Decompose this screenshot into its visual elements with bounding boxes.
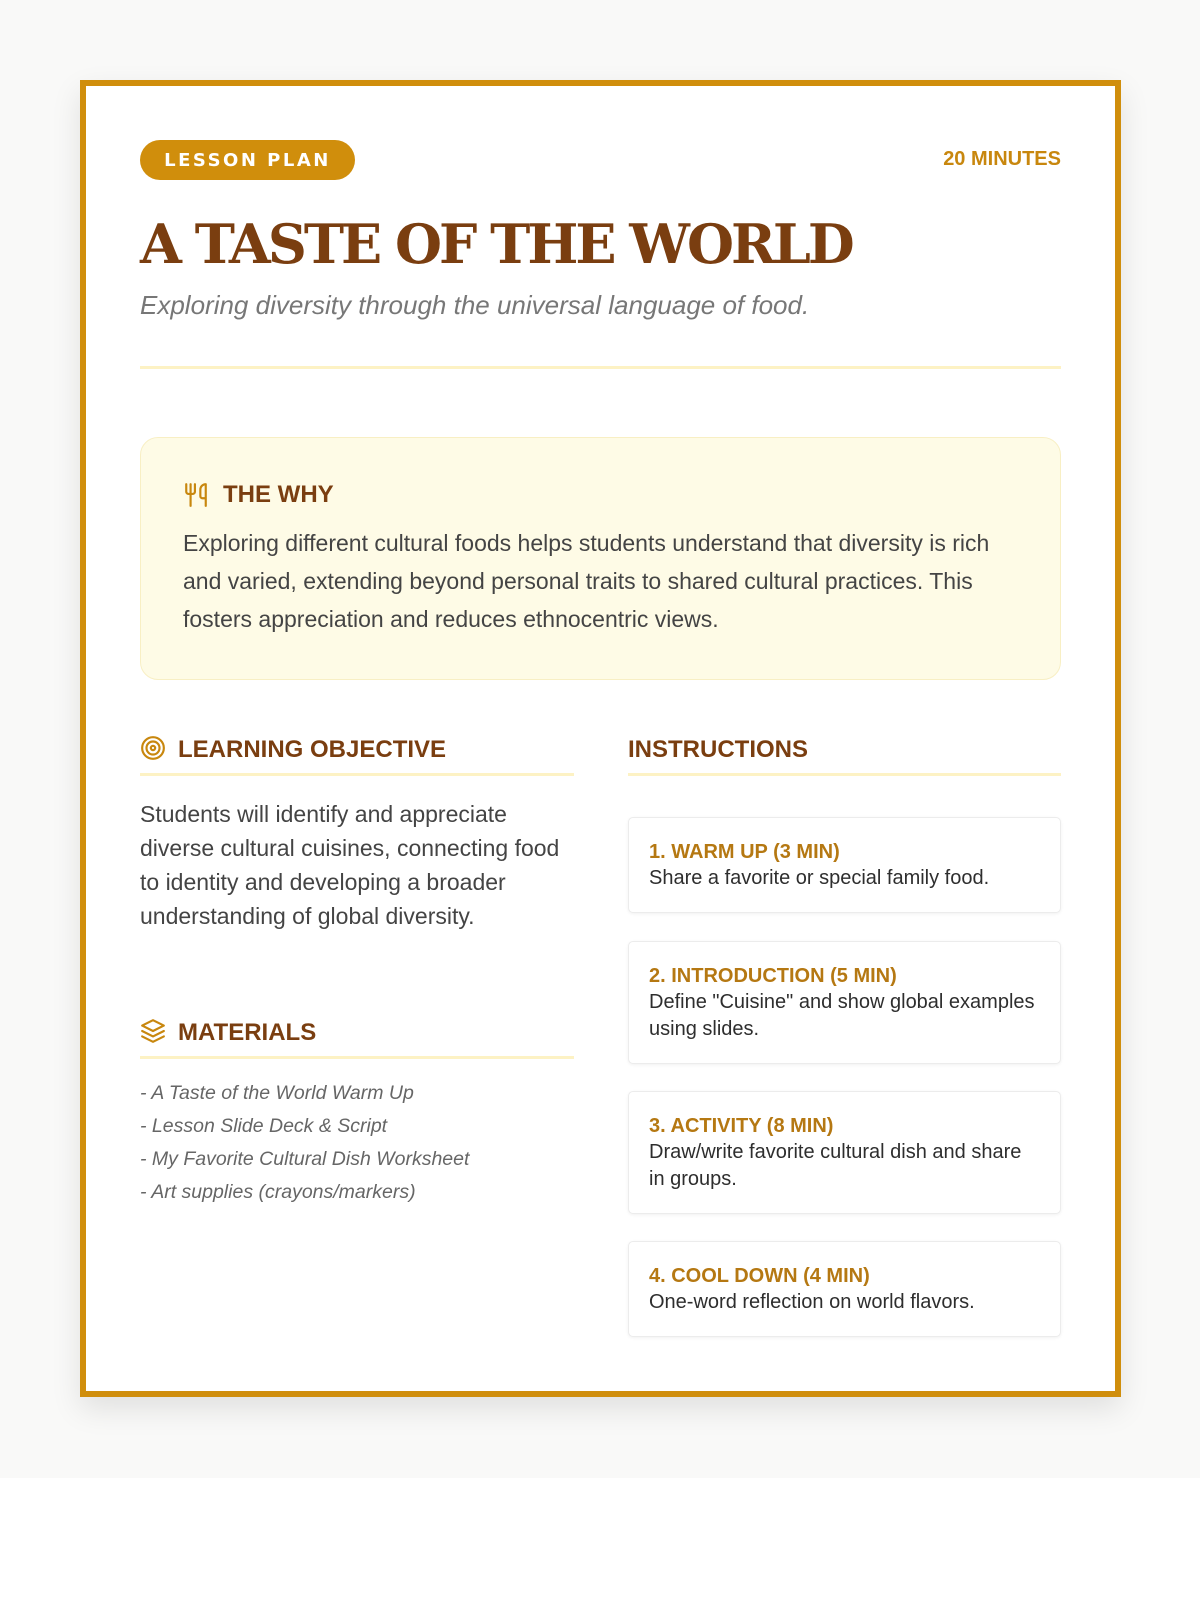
materials-heading: MATERIALS: [178, 1019, 317, 1046]
instructions-rule: [628, 773, 1061, 776]
step-description: Share a favorite or special family food.: [649, 866, 990, 889]
instruction-step-introduction: [628, 941, 1061, 1064]
header-divider: [140, 366, 1061, 369]
layers-icon: [140, 1018, 166, 1049]
instruction-step-activity: [628, 1091, 1061, 1214]
step-title: 3. ACTIVITY (8 MIN): [649, 1114, 834, 1137]
step-description: Draw/write favorite cultural dish and share in groups.: [649, 1140, 1022, 1190]
why-text: Exploring different cultural foods helps students understand that diversity is rich and varied, extending beyond personal traits to shared cultural practices. This fosters appreciation and reduces ethnocentric views.: [183, 530, 990, 632]
lesson-plan-badge: LESSON PLAN: [140, 140, 355, 180]
list-item: - My Favorite Cultural Dish Worksheet: [140, 1148, 470, 1170]
utensils-icon: [183, 482, 209, 508]
step-description: One-word reflection on world flavors.: [649, 1290, 975, 1313]
objective-text: Students will identify and appreciate diverse cultural cuisines, connecting food to identity and developing a broader understanding of global diversity.: [140, 801, 560, 929]
list-item: - Art supplies (crayons/markers): [140, 1181, 416, 1203]
list-item: - Lesson Slide Deck & Script: [140, 1115, 388, 1137]
target-icon: [140, 735, 166, 766]
page-subtitle: Exploring diversity through the universal language of food.: [140, 290, 810, 320]
why-callout: [140, 437, 1061, 680]
step-title: 4. COOL DOWN (4 MIN): [649, 1264, 870, 1287]
objective-heading: LEARNING OBJECTIVE: [178, 736, 447, 763]
instructions-header: [628, 733, 808, 767]
materials-list: [140, 1077, 469, 1209]
materials-rule: [140, 1056, 574, 1059]
objective-rule: [140, 773, 574, 776]
list-item: - A Taste of the World Warm Up: [140, 1082, 414, 1104]
instructions-heading: INSTRUCTIONS: [628, 736, 808, 763]
why-heading: THE WHY: [223, 481, 334, 508]
duration-label: 20 MINUTES: [943, 148, 1061, 170]
objective-header: [140, 733, 446, 767]
materials-header: [140, 1016, 316, 1050]
instruction-step-warm-up: [628, 817, 1061, 913]
instruction-step-cool-down: [628, 1241, 1061, 1337]
step-title: 1. WARM UP (3 MIN): [649, 840, 840, 863]
step-title: 2. INTRODUCTION (5 MIN): [649, 964, 897, 987]
page-title: A TASTE OF THE WORLD: [140, 212, 852, 276]
why-header: [183, 480, 1020, 510]
step-description: Define "Cuisine" and show global examples using slides.: [649, 990, 1035, 1040]
